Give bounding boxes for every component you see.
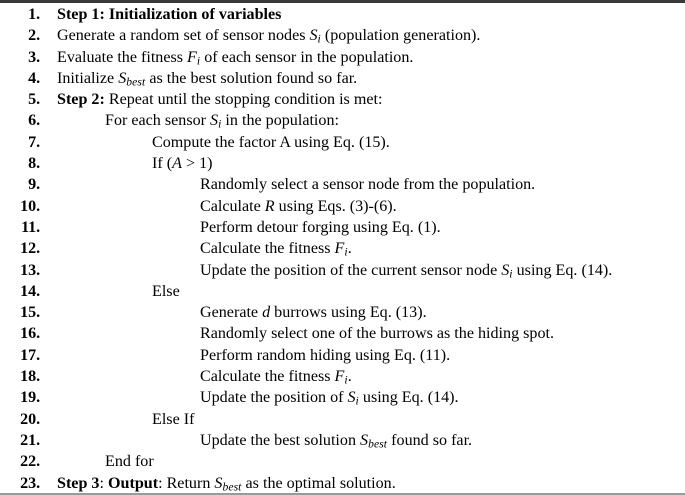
text-part: Generate a random set of sensor nodes <box>57 27 310 45</box>
pseudocode-line <box>0 153 685 174</box>
text-part: > 1) <box>181 155 213 173</box>
line-text: End for <box>105 453 154 471</box>
math-subscript: i <box>509 267 513 281</box>
text-part: Repeat until the stopping condition is met: <box>104 91 383 109</box>
pseudocode-line <box>0 4 685 25</box>
math-variable: F <box>334 240 345 258</box>
line-number: 11. <box>21 218 40 236</box>
text-part: Calculate <box>200 197 265 215</box>
line-text <box>57 25 480 46</box>
pseudocode-line <box>0 174 685 195</box>
line-number: 7. <box>28 133 40 151</box>
pseudocode-line <box>0 409 685 430</box>
line-number: 17. <box>20 346 40 364</box>
pseudocode-line <box>0 89 685 110</box>
text-part: using Eq. (14). <box>512 261 613 279</box>
text-part: Generate <box>200 304 263 322</box>
text-part: burrows using Eq. (13). <box>270 304 427 322</box>
text-part: For each sensor <box>105 112 211 130</box>
line-number: 4. <box>28 69 40 87</box>
pseudocode-line <box>0 68 685 89</box>
math-variable: S <box>210 112 219 130</box>
line-text <box>57 473 396 494</box>
line-number: 22. <box>20 453 40 471</box>
math-variable: F <box>334 368 345 386</box>
math-variable: S <box>214 474 223 492</box>
line-number: 5. <box>28 91 40 109</box>
text-part: as the optimal solution. <box>241 474 396 492</box>
line-text: Compute the factor A using Eq. (15). <box>152 133 390 151</box>
line-number: 14. <box>20 282 40 300</box>
text-part: : Return <box>158 474 215 492</box>
text-part: Calculate the fitness <box>200 240 335 258</box>
line-text: Randomly select a sensor node from the population. <box>200 176 536 194</box>
line-text <box>57 68 357 89</box>
line-number: 12. <box>20 240 40 258</box>
line-text <box>200 387 459 408</box>
line-text <box>200 238 352 259</box>
text-part: found so far. <box>387 431 473 449</box>
line-number: 20. <box>20 410 40 428</box>
line-number: 1. <box>28 6 40 23</box>
text-part: Update the position of the current sensor node <box>200 261 502 279</box>
pseudocode-line <box>0 196 685 217</box>
text-part: Update the position of <box>200 389 348 407</box>
pseudocode-line <box>0 387 685 408</box>
pseudocode-line <box>0 25 685 46</box>
step-3-heading: Step 3 <box>57 474 100 492</box>
step-1-heading: Step 1: Initialization of variables <box>57 6 282 23</box>
pseudocode-line <box>0 110 685 131</box>
line-number: 10. <box>20 197 40 215</box>
text-part: Initialize <box>57 69 119 87</box>
line-text: Perform random hiding using Eq. (11). <box>200 346 451 364</box>
line-text <box>105 110 339 131</box>
math-subscript: i <box>344 373 348 387</box>
step-2-heading: Step 2: <box>57 91 105 109</box>
math-variable: R <box>264 197 275 215</box>
line-number: 2. <box>28 27 40 45</box>
line-text <box>57 47 413 68</box>
pseudocode-line <box>0 302 685 323</box>
line-number: 23. <box>20 474 40 492</box>
line-number: 21. <box>20 431 40 449</box>
line-text: Else <box>152 282 180 300</box>
pseudocode-line <box>0 132 685 153</box>
line-number: 8. <box>28 155 40 173</box>
math-variable: A <box>172 155 182 173</box>
math-subscript: best <box>368 437 388 451</box>
text-part: . <box>347 368 352 386</box>
text-part: (population generation). <box>320 27 481 45</box>
line-text: Else If <box>152 410 195 428</box>
line-text <box>200 196 397 217</box>
text-part: : <box>99 474 108 492</box>
pseudocode-line-list <box>0 3 685 494</box>
math-variable: S <box>360 431 369 449</box>
pseudocode-line <box>0 451 685 472</box>
line-text: Perform detour forging using Eq. (1). <box>200 218 441 236</box>
line-number: 9. <box>28 176 40 194</box>
text-part: . <box>347 240 352 258</box>
math-subscript: i <box>355 394 359 408</box>
math-variable: S <box>347 389 356 407</box>
line-text <box>152 153 212 174</box>
math-variable: S <box>309 27 318 45</box>
line-text <box>57 4 281 25</box>
text-part: in the population: <box>221 112 339 130</box>
line-text <box>200 302 427 323</box>
line-number: 19. <box>20 389 40 407</box>
math-subscript: i <box>196 54 201 68</box>
line-text <box>200 260 612 281</box>
pseudocode-line <box>0 323 685 344</box>
pseudocode-line <box>0 345 685 366</box>
line-text <box>200 430 472 451</box>
output-heading: Output <box>107 474 159 492</box>
pseudocode-line <box>0 366 685 387</box>
math-variable: S <box>501 261 510 279</box>
pseudocode-line <box>0 473 685 494</box>
pseudocode-line <box>0 281 685 302</box>
text-part: Calculate the fitness <box>200 368 335 386</box>
math-subscript: i <box>317 32 321 46</box>
pseudocode-line <box>0 430 685 451</box>
math-variable: F <box>187 48 197 66</box>
text-part: Evaluate the fitness <box>57 48 188 66</box>
text-part: of each sensor in the population. <box>200 48 414 66</box>
line-number: 15. <box>20 304 40 322</box>
math-variable: S <box>118 69 127 87</box>
math-subscript: i <box>218 118 222 132</box>
math-subscript: best <box>222 480 242 494</box>
math-subscript: best <box>126 75 146 89</box>
line-number: 18. <box>20 368 40 386</box>
text-part: Update the best solution <box>200 431 361 449</box>
math-variable: d <box>262 304 271 322</box>
line-number: 13. <box>20 261 40 279</box>
pseudocode-line <box>0 217 685 238</box>
line-number: 3. <box>28 48 40 66</box>
line-text <box>57 89 382 110</box>
pseudocode-line <box>0 47 685 68</box>
text-part: using Eqs. (3)-(6). <box>274 197 397 215</box>
text-part: If ( <box>152 155 173 173</box>
line-number: 16. <box>20 325 40 343</box>
line-text <box>200 366 352 387</box>
text-part: using Eq. (14). <box>358 389 459 407</box>
pseudocode-line <box>0 238 685 259</box>
text-part: as the best solution found so far. <box>145 69 358 87</box>
line-text: Randomly select one of the burrows as the hiding spot. <box>200 325 554 343</box>
pseudocode-line <box>0 260 685 281</box>
line-number: 6. <box>28 112 40 130</box>
math-subscript: i <box>344 245 348 259</box>
